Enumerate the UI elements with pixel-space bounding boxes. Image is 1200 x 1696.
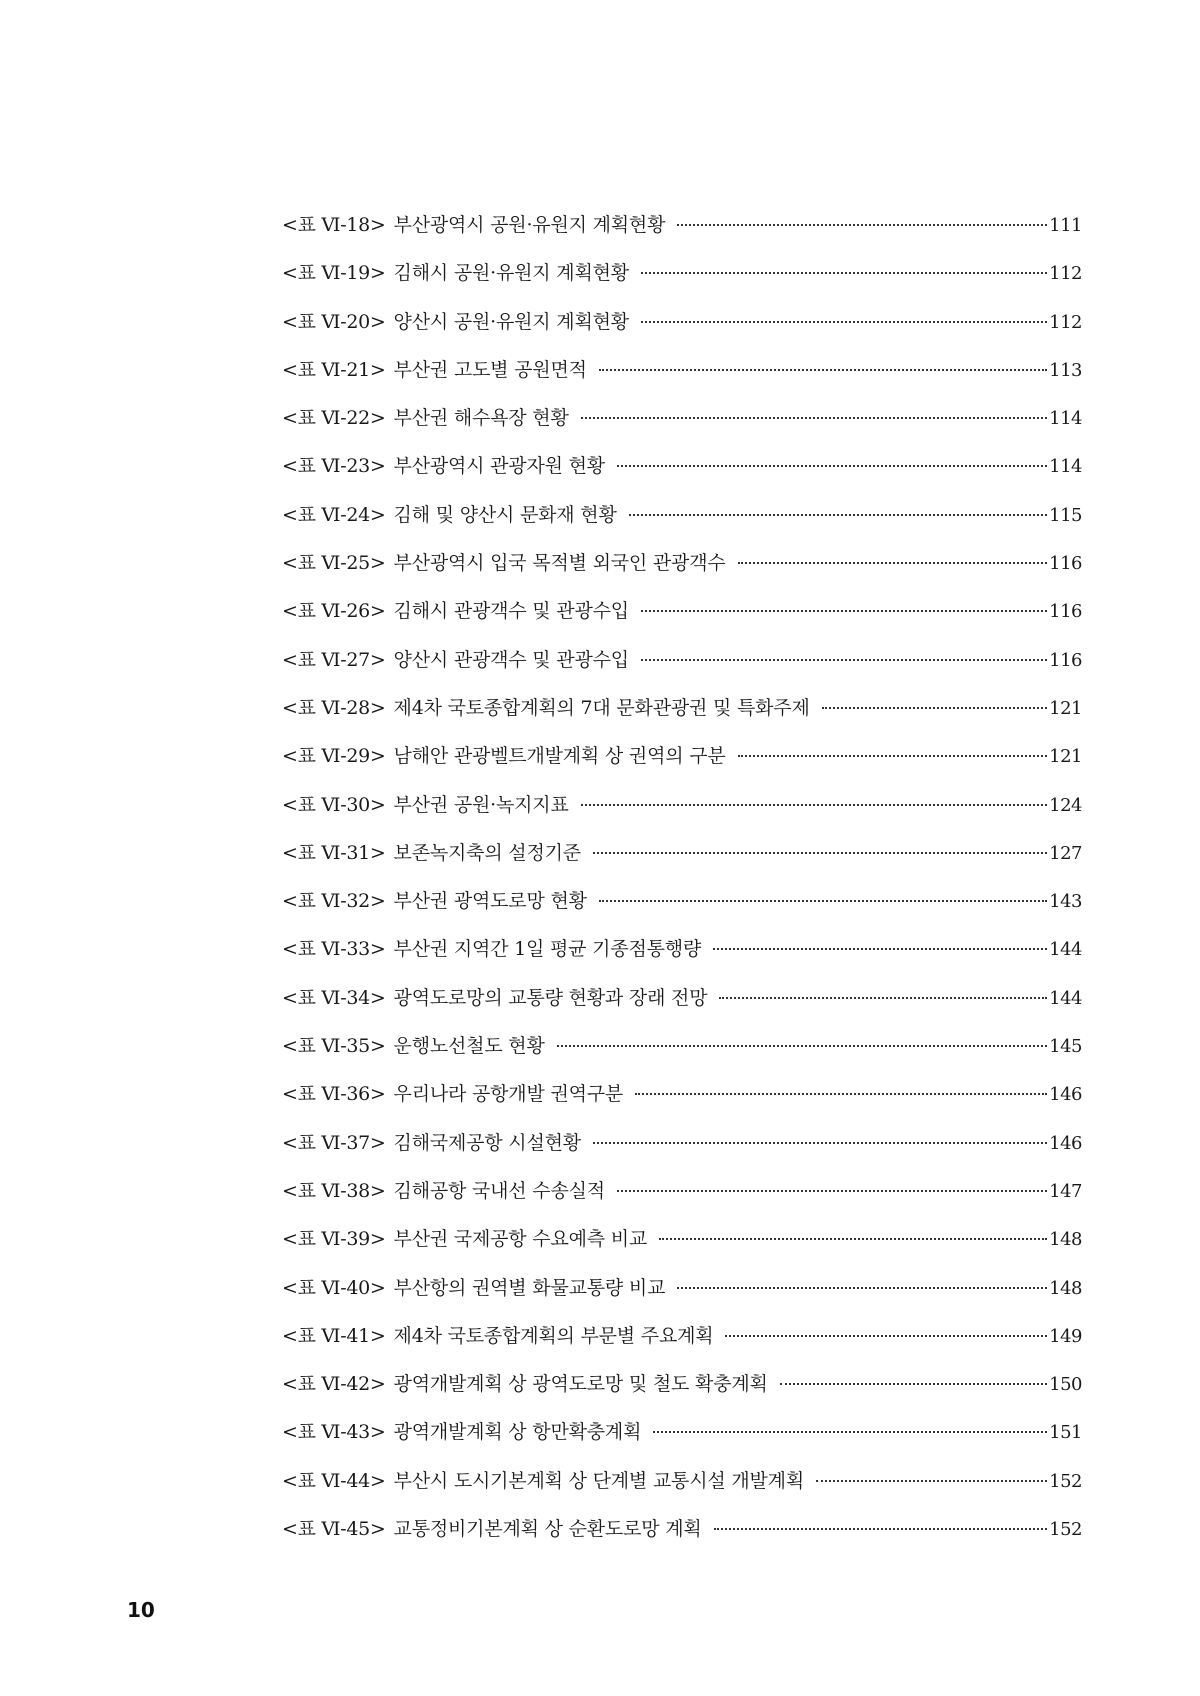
dot-leader: [713, 948, 1047, 950]
toc-entry[interactable]: [282, 1034, 1082, 1082]
page-reference: 114: [1049, 408, 1082, 430]
toc-entry[interactable]: [282, 986, 1082, 1034]
table-label: <표 Ⅵ-41>: [282, 1324, 386, 1347]
toc-entry[interactable]: [282, 1131, 1082, 1179]
dot-leader: [677, 224, 1047, 226]
table-title: 양산시 관광객수 및 관광수입: [393, 648, 629, 671]
page-reference: 146: [1049, 1084, 1082, 1106]
dot-leader: [738, 755, 1048, 757]
dot-leader: [816, 1480, 1047, 1482]
table-title: 부산시 도시기본계획 상 단계별 교통시설 개발계획: [393, 1469, 804, 1492]
table-label: <표 Ⅵ-19>: [282, 262, 386, 285]
page-reference: 152: [1049, 1470, 1082, 1492]
table-label: <표 Ⅵ-32>: [282, 890, 386, 913]
page-reference: 124: [1049, 794, 1082, 816]
toc-entry[interactable]: [282, 551, 1082, 599]
dot-leader: [641, 321, 1047, 323]
table-label: <표 Ⅵ-44>: [282, 1469, 386, 1492]
dot-leader: [593, 1142, 1047, 1144]
dot-leader: [641, 610, 1047, 612]
dot-leader: [593, 852, 1047, 854]
page-reference: 112: [1049, 311, 1082, 333]
dot-leader: [719, 997, 1047, 999]
table-label: <표 Ⅵ-27>: [282, 648, 386, 671]
page-reference: 111: [1049, 215, 1082, 236]
table-title: 우리나라 공항개발 권역구분: [393, 1083, 624, 1106]
toc-entry[interactable]: [282, 648, 1082, 696]
page-reference: 147: [1049, 1180, 1082, 1202]
page-reference: 148: [1049, 1229, 1082, 1251]
table-title: 보존녹지축의 설정기준: [393, 841, 581, 864]
toc-entry[interactable]: [282, 1469, 1082, 1517]
toc-entry[interactable]: [282, 213, 1082, 261]
table-label: <표 Ⅵ-21>: [282, 358, 386, 381]
table-title: 부산권 고도별 공원면적: [393, 358, 587, 381]
toc-entry[interactable]: [282, 937, 1082, 985]
table-label: <표 Ⅵ-28>: [282, 696, 386, 719]
dot-leader: [581, 417, 1048, 419]
table-title: 김해국제공항 시설현황: [393, 1131, 581, 1154]
table-title: 제4차 국토종합계획의 부문별 주요계획: [393, 1324, 714, 1347]
toc-entry[interactable]: [282, 454, 1082, 502]
table-label: <표 Ⅵ-45>: [282, 1518, 386, 1541]
table-of-contents-list: [282, 213, 1082, 1565]
dot-leader: [659, 1238, 1047, 1240]
dot-leader: [641, 659, 1047, 661]
toc-entry[interactable]: [282, 1372, 1082, 1420]
dot-leader: [617, 1190, 1047, 1192]
dot-leader: [677, 1287, 1047, 1289]
table-title: 부산권 광역도로망 현황: [393, 890, 587, 913]
table-label: <표 Ⅵ-38>: [282, 1179, 386, 1202]
table-label: <표 Ⅵ-39>: [282, 1228, 386, 1251]
table-label: <표 Ⅵ-26>: [282, 600, 386, 623]
page-reference: 152: [1049, 1519, 1082, 1541]
dot-leader: [581, 804, 1048, 806]
table-title: 양산시 공원·유원지 계획현황: [393, 310, 629, 333]
toc-entry[interactable]: [282, 1420, 1082, 1468]
page-reference: 121: [1049, 746, 1082, 768]
toc-entry[interactable]: [282, 310, 1082, 358]
table-title: 광역도로망의 교통량 현황과 장래 전망: [393, 986, 708, 1009]
table-title: 운행노선철도 현황: [393, 1035, 545, 1058]
page-number: 10: [127, 1598, 155, 1622]
page-reference: 114: [1049, 456, 1082, 478]
table-title: 부산광역시 관광자원 현황: [393, 455, 605, 478]
table-label: <표 Ⅵ-24>: [282, 503, 386, 526]
table-title: 광역개발계획 상 항만확충계획: [393, 1421, 642, 1444]
page-reference: 145: [1049, 1036, 1082, 1058]
toc-entry[interactable]: [282, 503, 1082, 551]
toc-entry[interactable]: [282, 1324, 1082, 1372]
table-label: <표 Ⅵ-22>: [282, 407, 386, 430]
table-title: 교통정비기본계획 상 순환도로망 계획: [393, 1518, 702, 1541]
page-reference: 150: [1049, 1374, 1082, 1396]
table-label: <표 Ⅵ-35>: [282, 1035, 386, 1058]
table-label: <표 Ⅵ-37>: [282, 1131, 386, 1154]
page-reference: 121: [1049, 697, 1082, 719]
table-label: <표 Ⅵ-43>: [282, 1421, 386, 1444]
table-title: 광역개발계획 상 광역도로망 및 철도 확충계획: [393, 1373, 768, 1396]
page-reference: 151: [1049, 1422, 1082, 1444]
dot-leader: [738, 562, 1048, 564]
table-title: 부산항의 권역별 화물교통량 비교: [393, 1276, 666, 1299]
table-title: 김해 및 양산시 문화재 현황: [393, 503, 617, 526]
table-title: 제4차 국토종합계획의 7대 문화관광권 및 특화주제: [393, 696, 810, 719]
page-reference: 112: [1049, 263, 1082, 285]
table-title: 김해시 공원·유원지 계획현황: [393, 262, 629, 285]
dot-leader: [822, 707, 1048, 709]
table-title: 부산권 지역간 1일 평균 기종점통행량: [393, 938, 702, 961]
table-title: 남해안 관광벨트개발계획 상 권역의 구분: [393, 745, 726, 768]
table-label: <표 Ⅵ-40>: [282, 1276, 386, 1299]
dot-leader: [617, 465, 1047, 467]
toc-entry[interactable]: [282, 261, 1082, 309]
table-label: <표 Ⅵ-33>: [282, 938, 386, 961]
page-reference: 113: [1049, 359, 1082, 381]
toc-entry[interactable]: [282, 696, 1082, 744]
table-label: <표 Ⅵ-30>: [282, 793, 386, 816]
table-title: 김해시 관광객수 및 관광수입: [393, 600, 629, 623]
toc-entry[interactable]: [282, 841, 1082, 889]
page-reference: 115: [1049, 504, 1082, 526]
page-reference: 116: [1049, 649, 1082, 671]
dot-leader: [780, 1383, 1047, 1385]
dot-leader: [599, 900, 1047, 902]
toc-entry[interactable]: [282, 1276, 1082, 1324]
table-title: 부산권 국제공항 수요예측 비교: [393, 1228, 648, 1251]
table-title: 부산권 공원·녹지지표: [393, 793, 569, 816]
page-reference: 149: [1049, 1325, 1082, 1347]
table-label: <표 Ⅵ-36>: [282, 1083, 386, 1106]
dot-leader: [599, 369, 1047, 371]
toc-entry[interactable]: [282, 1227, 1082, 1275]
toc-entry[interactable]: [282, 406, 1082, 454]
table-title: 부산광역시 공원·유원지 계획현황: [393, 214, 666, 236]
table-title: 김해공항 국내선 수송실적: [393, 1179, 605, 1202]
dot-leader: [653, 1431, 1047, 1433]
page-reference: 144: [1049, 987, 1082, 1009]
table-title: 부산광역시 입국 목적별 외국인 관광객수: [393, 552, 726, 575]
toc-entry[interactable]: [282, 889, 1082, 937]
toc-entry[interactable]: [282, 793, 1082, 841]
page-reference: 148: [1049, 1277, 1082, 1299]
page-reference: 146: [1049, 1132, 1082, 1154]
dot-leader: [635, 1093, 1047, 1095]
dot-leader: [714, 1528, 1048, 1530]
toc-entry[interactable]: [282, 1179, 1082, 1227]
table-label: <표 Ⅵ-34>: [282, 986, 386, 1009]
page-reference: 116: [1049, 553, 1082, 575]
page-reference: 127: [1049, 842, 1082, 864]
dot-leader: [641, 272, 1047, 274]
table-label: <표 Ⅵ-31>: [282, 841, 386, 864]
page-reference: 116: [1049, 601, 1082, 623]
toc-entry[interactable]: [282, 744, 1082, 792]
toc-entry[interactable]: [282, 358, 1082, 406]
table-title: 부산권 해수욕장 현황: [393, 407, 569, 430]
table-label: <표 Ⅵ-42>: [282, 1373, 386, 1396]
dot-leader: [557, 1045, 1048, 1047]
table-label: <표 Ⅵ-25>: [282, 552, 386, 575]
table-label: <표 Ⅵ-20>: [282, 310, 386, 333]
table-label: <표 Ⅵ-23>: [282, 455, 386, 478]
page-reference: 144: [1049, 939, 1082, 961]
table-label: <표 Ⅵ-29>: [282, 745, 386, 768]
dot-leader: [629, 514, 1048, 516]
dot-leader: [725, 1335, 1047, 1337]
toc-entry[interactable]: [282, 1517, 1082, 1565]
table-label: <표 Ⅵ-18>: [282, 214, 386, 236]
toc-entry[interactable]: [282, 1082, 1082, 1130]
page-reference: 143: [1049, 891, 1082, 913]
toc-entry[interactable]: [282, 599, 1082, 647]
